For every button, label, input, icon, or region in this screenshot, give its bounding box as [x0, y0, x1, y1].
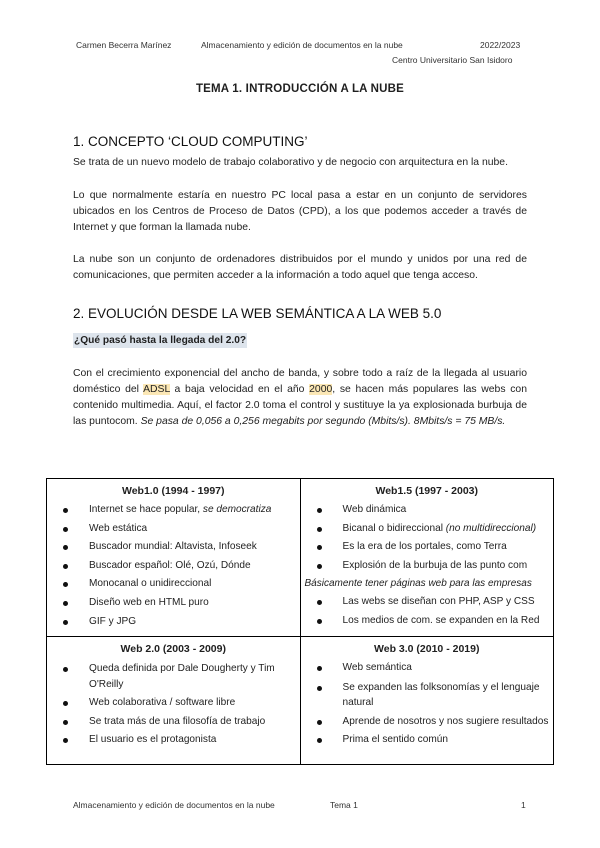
list-item: Queda definida por Dale Dougherty y Tim O'Reilly	[51, 659, 296, 694]
list-item: Web colaborativa / software libre	[51, 694, 296, 713]
list-item: Web dinámica	[305, 501, 550, 520]
web30-list	[305, 659, 550, 750]
list-item: Es la era de los portales, como Terra	[305, 538, 550, 557]
cell-web10	[47, 479, 301, 637]
cell-web15	[300, 479, 554, 637]
list-item: El usuario es el protagonista	[51, 731, 296, 750]
paragraph-text-a: Con el crecimiento exponencial del ancho de banda, y sobre todo a raíz de la llegada al usuario doméstico del	[73, 368, 527, 395]
footer-course: Almacenamiento y edición de documentos en la nube	[73, 800, 275, 810]
list-item: Internet se hace popular, se democratiza	[51, 501, 296, 520]
web15-title: Web1.5 (1997 - 2003)	[375, 485, 479, 497]
web10-list	[51, 501, 296, 631]
web20-list	[51, 659, 296, 750]
footer-topic: Tema 1	[330, 800, 358, 810]
web-evolution-table	[46, 478, 554, 765]
cell-web30	[300, 637, 554, 765]
header-course: Almacenamiento y edición de documentos en la nube	[201, 40, 403, 50]
list-item: Se expanden las folksonomías y el lenguaje natural	[305, 678, 550, 713]
paragraph-text-b: a baja velocidad en el año	[169, 384, 310, 395]
web15-note: Básicamente tener páginas web para las empresas	[304, 578, 532, 590]
list-item: GIF y JPG	[51, 613, 296, 632]
section-2-heading: 2. EVOLUCIÓN DESDE LA WEB SEMÁNTICA A LA WEB 5.0	[73, 306, 442, 321]
list-item: Buscador español: Olé, Ozú, Dónde	[51, 557, 296, 576]
header-institution: Centro Universitario San Isidoro	[392, 55, 513, 65]
list-item: Web semántica	[305, 659, 550, 678]
list-item: Aprende de nosotros y nos sugiere resultados	[305, 713, 550, 732]
list-item: Las webs se diseñan con PHP, ASP y CSS	[305, 593, 550, 612]
cell-web20	[47, 637, 301, 765]
paragraph-text-c: , se hacen más populares las webs con contenido multimedia. Aquí, el factor 2.0 toma el control y sustituye la ya explosionada burbuja de las puntocom.	[73, 384, 527, 427]
page-title: TEMA 1. INTRODUCCIÓN A LA NUBE	[195, 83, 405, 95]
list-item: Explosión de la burbuja de las punto com	[305, 557, 550, 576]
section-1-paragraph-1: Se trata de un nuevo modelo de trabajo colaborativo y de negocio con arquitectura en la nube.	[73, 157, 508, 168]
list-item: Diseño web en HTML puro	[51, 594, 296, 613]
list-item: Bicanal o bidireccional (no multidireccional)	[305, 520, 550, 539]
web15-list-2	[305, 593, 550, 630]
list-item: Buscador mundial: Altavista, Infoseek	[51, 538, 296, 557]
section-1-heading: 1. CONCEPTO ‘CLOUD COMPUTING’	[73, 134, 308, 149]
list-item: Los medios de com. se expanden en la Red	[305, 612, 550, 631]
web20-title: Web 2.0 (2003 - 2009)	[120, 643, 226, 655]
header-author: Carmen Becerra Marínez	[76, 40, 172, 50]
list-item: Monocanal o unidireccional	[51, 575, 296, 594]
section-1-paragraph-3: La nube son un conjunto de ordenadores distribuidos por el mundo y unidos por una red de comunicaciones, que permiten acceder a la información a todo aquel que tenga acceso.	[73, 254, 527, 281]
list-item: Se trata más de una filosofía de trabajo	[51, 713, 296, 732]
list-item: Prima el sentido común	[305, 731, 550, 750]
highlight-2000: 2000	[309, 384, 333, 395]
section-2-paragraph	[73, 366, 527, 430]
web30-title: Web 3.0 (2010 - 2019)	[374, 643, 480, 655]
list-item: Web estática	[51, 520, 296, 539]
footer-page-number: 1	[521, 800, 526, 810]
section-1-paragraph-2: Lo que normalmente estaría en nuestro PC local pasa a estar en un conjunto de servidores ubicados en los Centros de Proceso de Datos (CPD), a los que podemos acceder a través de Internet y que forman la llamada nube.	[73, 190, 527, 233]
paragraph-italic: Se pasa de 0,056 a 0,256 megabits por segundo (Mbits/s). 8Mbits/s = 75 MB/s.	[140, 416, 506, 427]
web10-title: Web1.0 (1994 - 1997)	[121, 485, 225, 497]
highlight-adsl: ADSL	[143, 384, 170, 395]
section-2-subheading: ¿Qué pasó hasta la llegada del 2.0?	[74, 335, 247, 346]
web15-list	[305, 501, 550, 575]
header-year: 2022/2023	[480, 40, 521, 50]
